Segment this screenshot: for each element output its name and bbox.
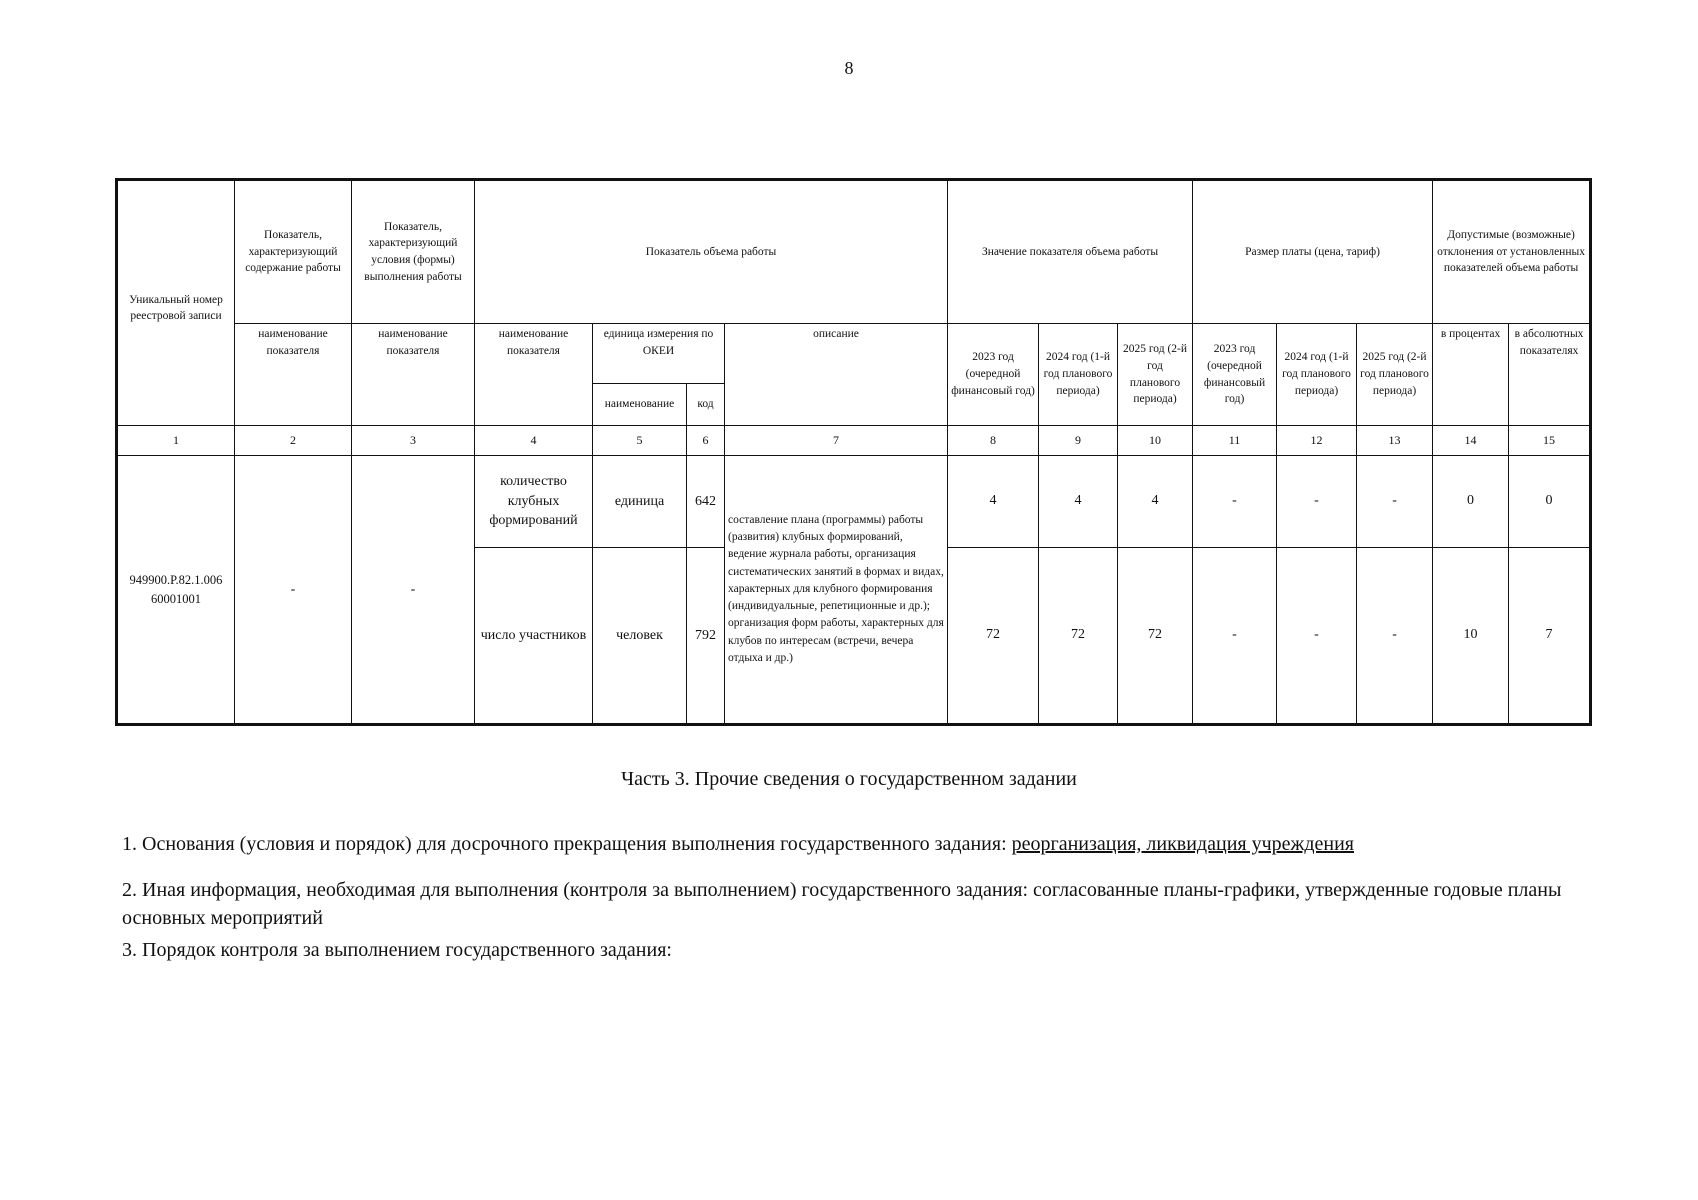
header-year-2025-fee: 2025 год (2-й год планового периода) <box>1357 324 1433 426</box>
header-indicator-name-4: наименование показателя <box>475 324 593 426</box>
header-year-2023-value: 2023 год (очередной финансовый год) <box>948 324 1039 426</box>
column-number: 1 <box>118 426 235 456</box>
column-number: 6 <box>687 426 725 456</box>
header-indicator-conditions: Показатель, характеризующий условия (формы) выполнения работы <box>352 181 475 324</box>
page-number: 8 <box>844 58 854 78</box>
header-unit-code: код <box>687 384 725 426</box>
unit-name: единица <box>593 456 687 548</box>
header-year-2025-value: 2025 год (2-й год планового периода) <box>1118 324 1193 426</box>
deviation-absolute: 7 <box>1509 548 1590 724</box>
content-value: - <box>235 456 352 724</box>
deviation-percent: 0 <box>1433 456 1509 548</box>
column-number: 2 <box>235 426 352 456</box>
header-unique-number: Уникальный номер реестровой записи <box>118 181 235 426</box>
work-volume-table <box>117 180 1590 724</box>
header-year-2024-fee: 2024 год (1-й год планового периода) <box>1277 324 1357 426</box>
column-number: 9 <box>1039 426 1118 456</box>
paragraph-1-text: 1. Основания (условия и порядок) для досрочного прекращения выполнения государственного задания: <box>122 833 1012 855</box>
column-number: 3 <box>352 426 475 456</box>
column-number: 8 <box>948 426 1039 456</box>
header-unit-name: наименование <box>593 384 687 426</box>
part3-paragraph-3: 3. Порядок контроля за выполнением государственного задания: <box>122 939 672 961</box>
table-row <box>118 456 1590 548</box>
value-2024: 72 <box>1039 548 1118 724</box>
header-in-percent: в процентах <box>1433 324 1509 426</box>
conditions-value: - <box>352 456 475 724</box>
header-indicator-name-3: наименование показателя <box>352 324 475 426</box>
deviation-percent: 10 <box>1433 548 1509 724</box>
column-number: 14 <box>1433 426 1509 456</box>
column-number: 15 <box>1509 426 1590 456</box>
value-2023: 72 <box>948 548 1039 724</box>
header-unit-okei: единица измерения по ОКЕИ <box>593 324 725 384</box>
part3-paragraph-2: 2. Иная информация, необходимая для выполнения (контроля за выполнением) государственного задания: согласованные планы-графики, утвержденные годовые планы основных мероприятий <box>122 879 1562 929</box>
indicator-name: количество клубных формирований <box>475 456 593 548</box>
header-deviations: Допустимые (возможные) отклонения от установленных показателей объема работы <box>1433 181 1590 324</box>
work-description: составление плана (программы) работы (развития) клубных формирований, ведение журнала работы, организация систематических занятий в формах и видах, характерных для клубного формирования (индивидуальные, репетиционные и др.); организация форм работы, характерных для клубов по интересам (встречи, вечера отдыха и др.) <box>725 456 948 724</box>
fee-2023: - <box>1193 548 1277 724</box>
column-number: 10 <box>1118 426 1193 456</box>
value-2023: 4 <box>948 456 1039 548</box>
header-indicator-content: Показатель, характеризующий содержание работы <box>235 181 352 324</box>
termination-grounds: реорганизация, ликвидация учреждения <box>1011 833 1355 855</box>
fee-2024: - <box>1277 456 1357 548</box>
column-number: 13 <box>1357 426 1433 456</box>
header-fee-size: Размер платы (цена, тариф) <box>1193 181 1433 324</box>
header-volume-indicator: Показатель объема работы <box>475 181 948 324</box>
column-number-row <box>118 426 1590 456</box>
part3-paragraph-1 <box>122 830 1582 858</box>
column-number: 11 <box>1193 426 1277 456</box>
fee-2025: - <box>1357 548 1433 724</box>
header-indicator-name-2: наименование показателя <box>235 324 352 426</box>
header-description: описание <box>725 324 948 426</box>
value-2025: 72 <box>1118 548 1193 724</box>
fee-2025: - <box>1357 456 1433 548</box>
column-number: 7 <box>725 426 948 456</box>
header-volume-value: Значение показателя объема работы <box>948 181 1193 324</box>
unit-name: человек <box>593 548 687 724</box>
header-in-absolute: в абсолютных показателях <box>1509 324 1590 426</box>
value-2025: 4 <box>1118 456 1193 548</box>
column-number: 5 <box>593 426 687 456</box>
value-2024: 4 <box>1039 456 1118 548</box>
unit-code: 792 <box>687 548 725 724</box>
deviation-absolute: 0 <box>1509 456 1590 548</box>
column-number: 12 <box>1277 426 1357 456</box>
record-number: 949900.Р.82.1.006 60001001 <box>118 456 235 724</box>
fee-2024: - <box>1277 548 1357 724</box>
header-year-2023-fee: 2023 год (очередной финансовый год) <box>1193 324 1277 426</box>
part3-title: Часть 3. Прочие сведения о государственном задании <box>621 768 1077 790</box>
fee-2023: - <box>1193 456 1277 548</box>
column-number: 4 <box>475 426 593 456</box>
unit-code: 642 <box>687 456 725 548</box>
header-year-2024-value: 2024 год (1-й год планового периода) <box>1039 324 1118 426</box>
indicator-name: число участников <box>475 548 593 724</box>
